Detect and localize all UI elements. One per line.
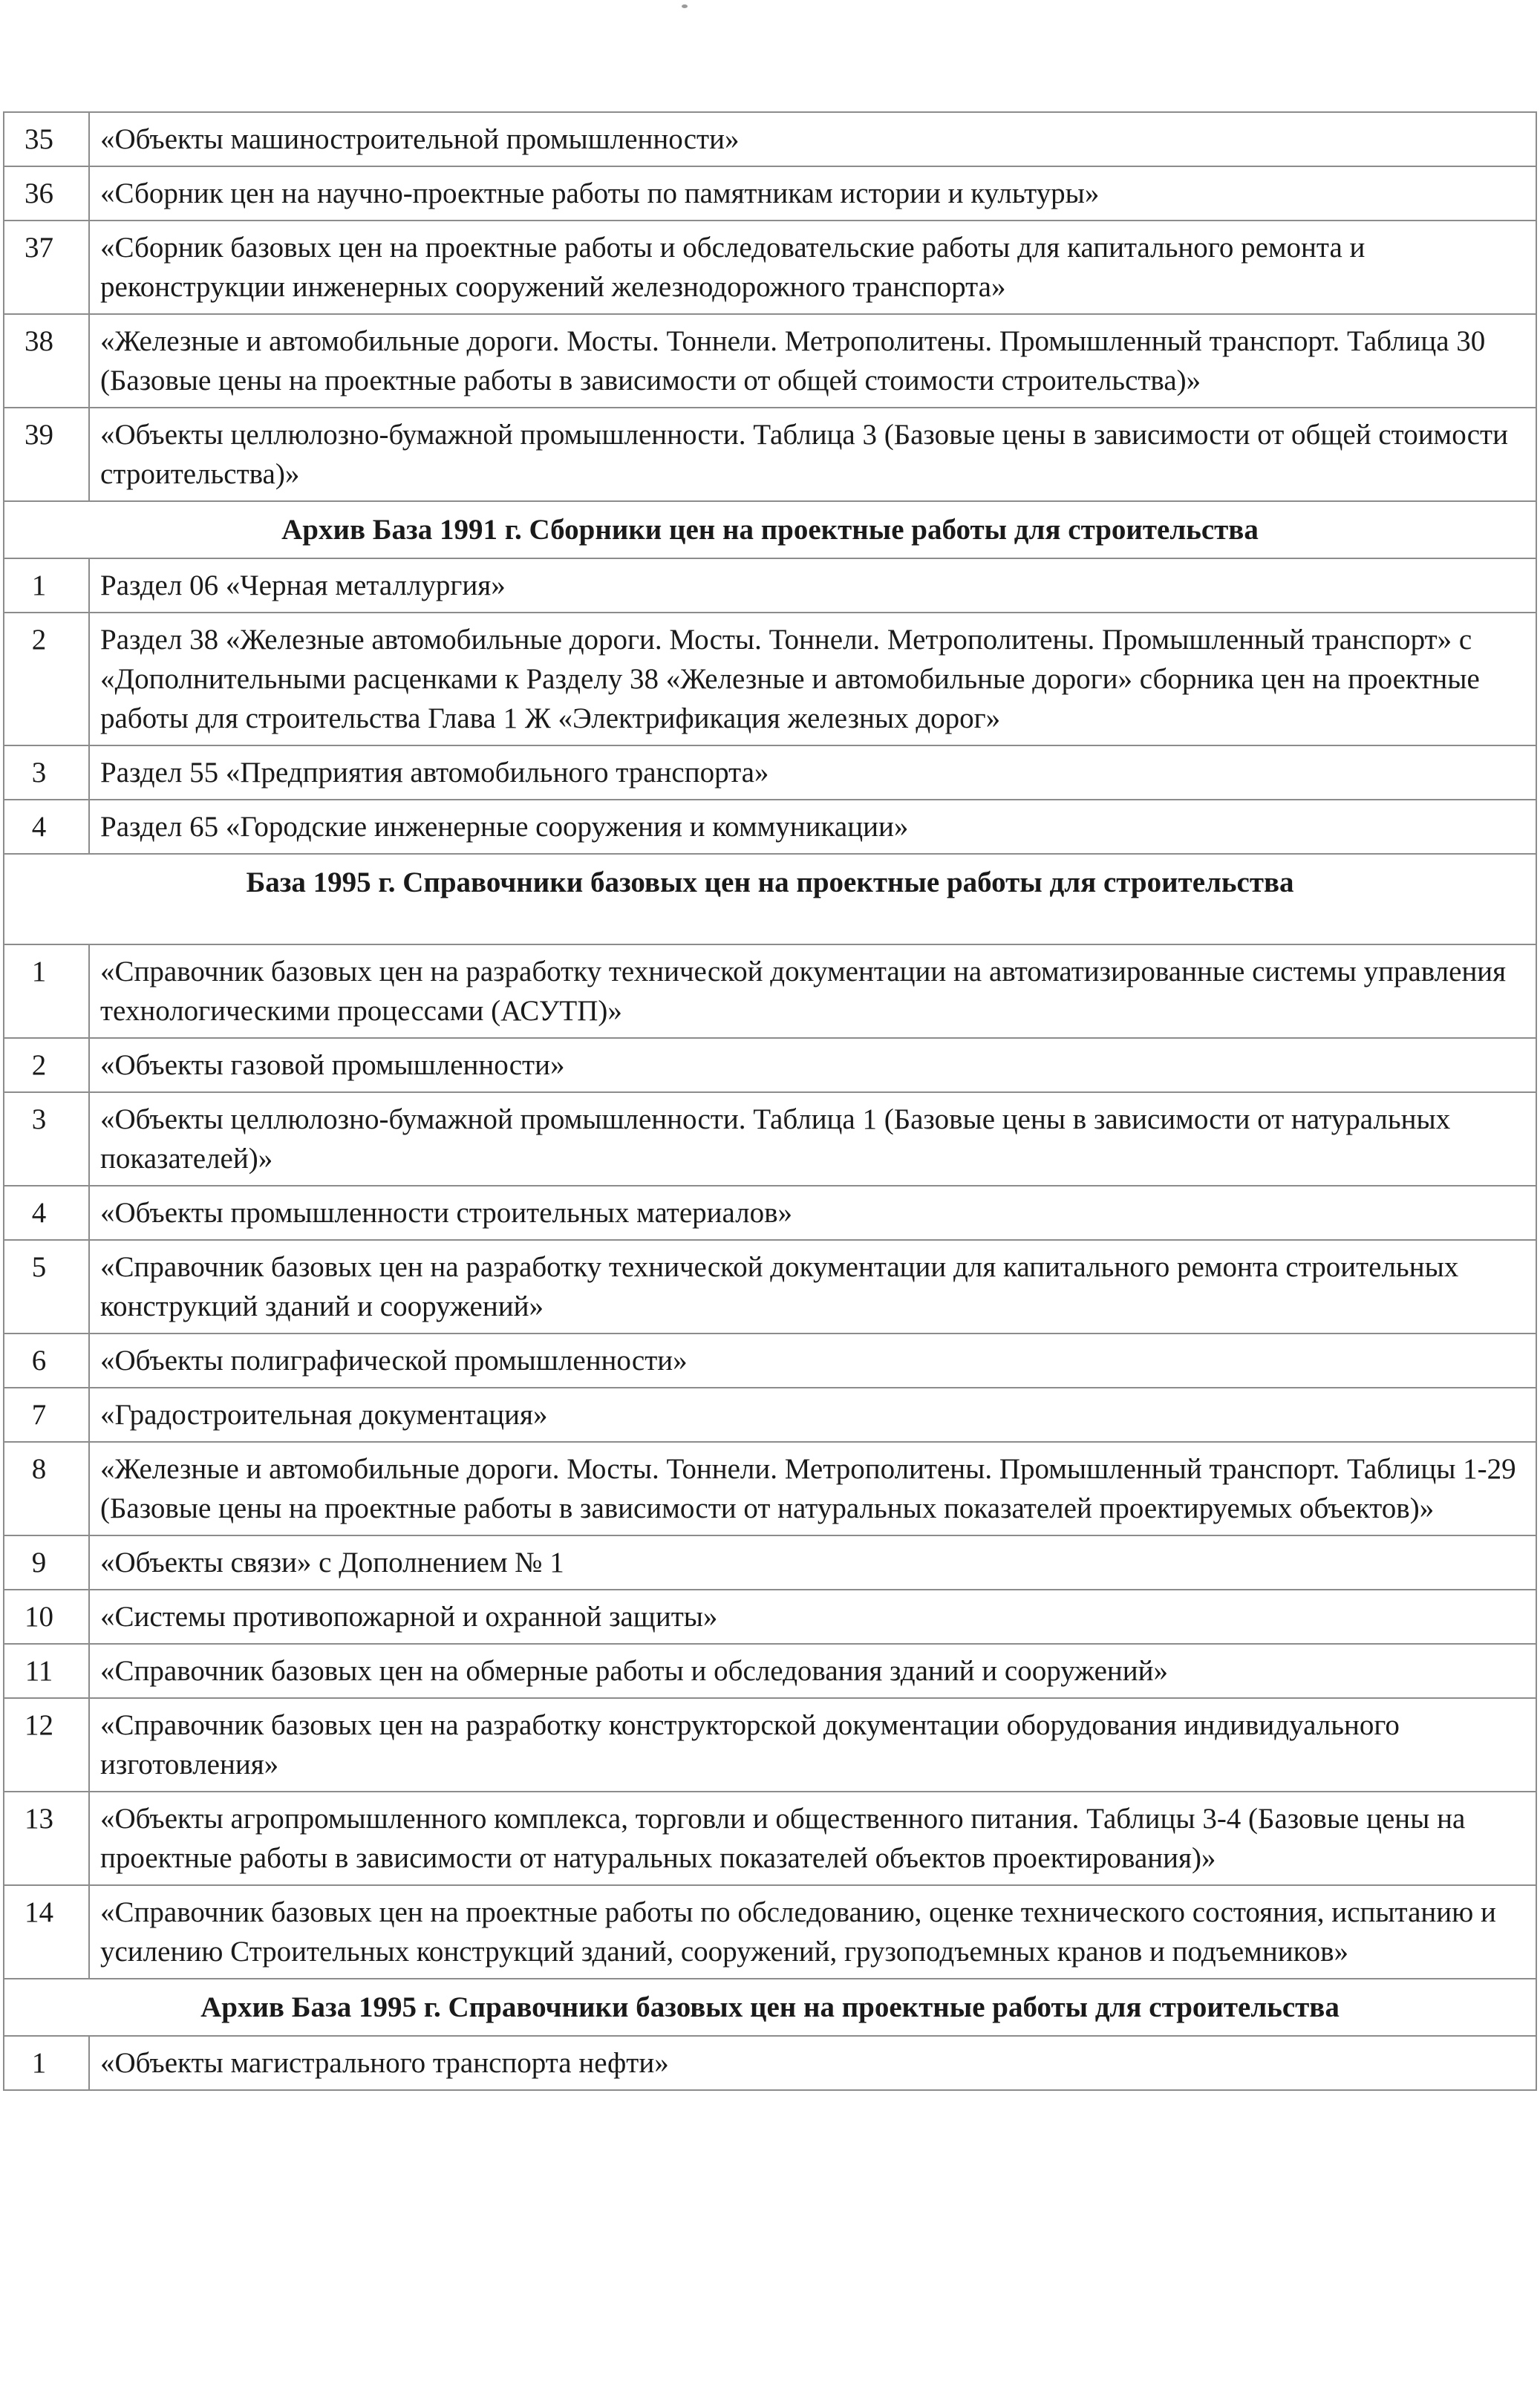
- row-number: 2: [4, 613, 89, 745]
- row-title: «Объекты промышленности строительных материалов»: [89, 1186, 1536, 1240]
- table-row: [4, 745, 1536, 800]
- row-title: «Сборник базовых цен на проектные работы и обследовательские работы для капитального ремонта и реконструкции инженерных сооружений железнодорожного транспорта»: [89, 221, 1536, 314]
- section-heading: Архив База 1995 г. Справочники базовых цен на проектные работы для строительства: [4, 1979, 1536, 2036]
- row-number: 6: [4, 1334, 89, 1388]
- row-title: «Справочник базовых цен на обмерные работы и обследования зданий и сооружений»: [89, 1644, 1536, 1698]
- table-row: [4, 1535, 1536, 1590]
- row-number: 38: [4, 314, 89, 408]
- row-number: 5: [4, 1240, 89, 1334]
- row-number: 14: [4, 1885, 89, 1979]
- row-title: «Объекты машиностроительной промышленности»: [89, 112, 1536, 166]
- section-heading: База 1995 г. Справочники базовых цен на проектные работы для строительства: [4, 854, 1536, 944]
- row-number: 11: [4, 1644, 89, 1698]
- row-title: «Объекты агропромышленного комплекса, торговли и общественного питания. Таблицы 3-4 (Базовые цены на проектные работы в зависимости от натуральных показателей объектов проектирования)»: [89, 1792, 1536, 1885]
- row-title: «Объекты целлюлозно-бумажной промышленности. Таблица 3 (Базовые цены в зависимости от общей стоимости строительства)»: [89, 408, 1536, 501]
- table-row: [4, 558, 1536, 613]
- row-title: «Железные и автомобильные дороги. Мосты. Тоннели. Метрополитены. Промышленный транспорт. Таблицы 1-29 (Базовые цены на проектные работы в зависимости от натуральных показателей проектируемых объектов)»: [89, 1442, 1536, 1535]
- table-row: [4, 1792, 1536, 1885]
- row-title: Раздел 65 «Городские инженерные сооружения и коммуникации»: [89, 800, 1536, 854]
- row-number: 37: [4, 221, 89, 314]
- row-number: 12: [4, 1698, 89, 1792]
- row-number: 1: [4, 944, 89, 1038]
- section-heading-row: [4, 1979, 1536, 2036]
- row-title: «Объекты полиграфической промышленности»: [89, 1334, 1536, 1388]
- row-title: «Справочник базовых цен на разработку конструкторской документации оборудования индивидуального изготовления»: [89, 1698, 1536, 1792]
- row-number: 4: [4, 1186, 89, 1240]
- row-title: «Объекты газовой промышленности»: [89, 1038, 1536, 1092]
- row-title: «Справочник базовых цен на проектные работы по обследованию, оценке технического состояния, испытанию и усилению Строительных конструкций зданий, сооружений, грузоподъемных кранов и подъемников»: [89, 1885, 1536, 1979]
- row-number: 35: [4, 112, 89, 166]
- table-row: [4, 1186, 1536, 1240]
- row-number: 36: [4, 166, 89, 221]
- table-row: [4, 314, 1536, 408]
- table-row: [4, 1885, 1536, 1979]
- table-row: [4, 800, 1536, 854]
- row-number: 1: [4, 2036, 89, 2090]
- row-number: 3: [4, 1092, 89, 1186]
- table-row: [4, 1590, 1536, 1644]
- row-number: 2: [4, 1038, 89, 1092]
- table-row: [4, 1240, 1536, 1334]
- table-row: [4, 408, 1536, 501]
- table-row: [4, 1698, 1536, 1792]
- table-row: [4, 2036, 1536, 2090]
- table-row: [4, 166, 1536, 221]
- section-heading-row: [4, 854, 1536, 944]
- table-row: [4, 1038, 1536, 1092]
- table-row: [4, 613, 1536, 745]
- row-number: 8: [4, 1442, 89, 1535]
- row-title: «Системы противопожарной и охранной защиты»: [89, 1590, 1536, 1644]
- table-row: [4, 112, 1536, 166]
- row-number: 4: [4, 800, 89, 854]
- row-number: 13: [4, 1792, 89, 1885]
- table-row: [4, 1388, 1536, 1442]
- row-title: «Объекты связи» с Дополнением № 1: [89, 1535, 1536, 1590]
- row-title: «Сборник цен на научно-проектные работы по памятникам истории и культуры»: [89, 166, 1536, 221]
- table-row: [4, 944, 1536, 1038]
- section-heading-row: [4, 501, 1536, 558]
- table-body: [4, 112, 1536, 2090]
- scan-speck: [682, 4, 688, 8]
- row-title: «Справочник базовых цен на разработку технической документации для капитального ремонта строительных конструкций зданий и сооружений»: [89, 1240, 1536, 1334]
- row-number: 7: [4, 1388, 89, 1442]
- row-number: 1: [4, 558, 89, 613]
- row-title: «Справочник базовых цен на разработку технической документации на автоматизированные системы управления технологическими процессами (АСУТП)»: [89, 944, 1536, 1038]
- row-number: 9: [4, 1535, 89, 1590]
- row-title: Раздел 55 «Предприятия автомобильного транспорта»: [89, 745, 1536, 800]
- section-heading: Архив База 1991 г. Сборники цен на проектные работы для строительства: [4, 501, 1536, 558]
- table-row: [4, 1644, 1536, 1698]
- row-number: 10: [4, 1590, 89, 1644]
- row-title: «Объекты магистрального транспорта нефти»: [89, 2036, 1536, 2090]
- row-number: 39: [4, 408, 89, 501]
- table-row: [4, 1334, 1536, 1388]
- price-reference-table: [3, 111, 1537, 2091]
- row-title: «Железные и автомобильные дороги. Мосты. Тоннели. Метрополитены. Промышленный транспорт. Таблица 30 (Базовые цены на проектные работы в зависимости от общей стоимости строительства)»: [89, 314, 1536, 408]
- row-title: Раздел 06 «Черная металлургия»: [89, 558, 1536, 613]
- row-number: 3: [4, 745, 89, 800]
- table-row: [4, 1442, 1536, 1535]
- table-row: [4, 221, 1536, 314]
- row-title: «Объекты целлюлозно-бумажной промышленности. Таблица 1 (Базовые цены в зависимости от натуральных показателей)»: [89, 1092, 1536, 1186]
- row-title: «Градостроительная документация»: [89, 1388, 1536, 1442]
- row-title: Раздел 38 «Железные автомобильные дороги. Мосты. Тоннели. Метрополитены. Промышленный транспорт» с «Дополнительными расценками к Разделу 38 «Железные и автомобильные дороги» сборника цен на проектные работы для строительства Глава 1 Ж «Электрификация железных дорог»: [89, 613, 1536, 745]
- table-row: [4, 1092, 1536, 1186]
